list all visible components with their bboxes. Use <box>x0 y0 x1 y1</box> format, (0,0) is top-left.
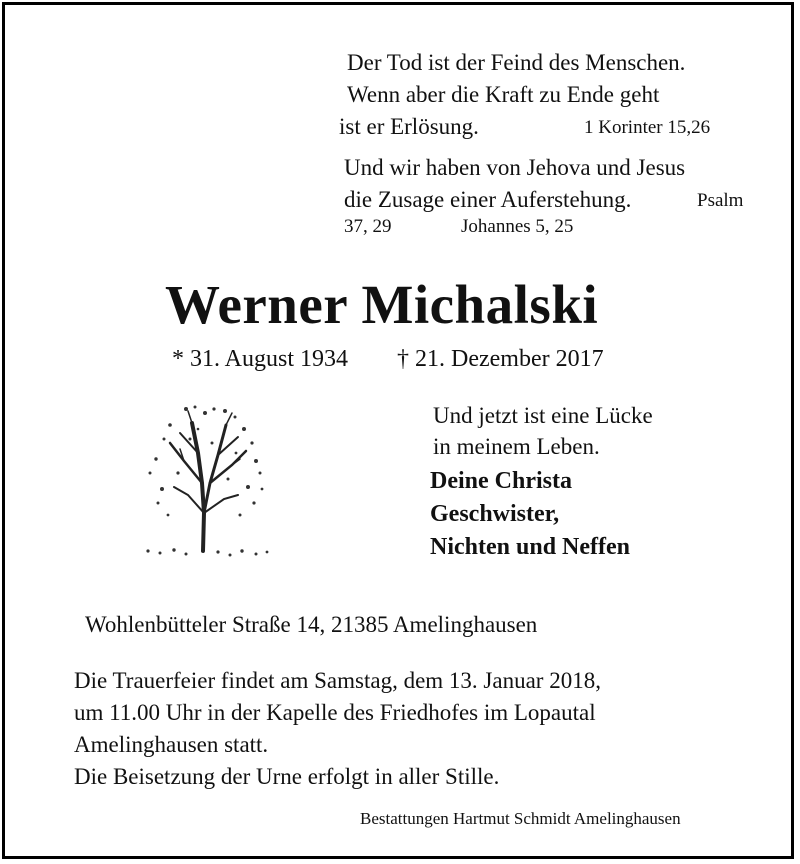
mourner-siblings: Geschwister, <box>430 501 560 527</box>
quote2-reference-psalm-number: 37, 29 <box>344 216 392 237</box>
undertaker: Bestattungen Hartmut Schmidt Amelinghausen <box>360 809 681 828</box>
quote2-line2: die Zusage einer Auferstehung. <box>344 187 632 212</box>
quote2-reference-psalm: Psalm <box>697 190 744 211</box>
quote2-reference-john: Johannes 5, 25 <box>461 216 574 237</box>
verse-line2: in meinem Leben. <box>433 434 600 459</box>
mourner-nieces-nephews: Nichten und Neffen <box>430 534 631 560</box>
quote2-line1: Und wir haben von Jehova und Jesus <box>344 155 686 180</box>
deceased-name: Werner Michalski <box>165 274 599 335</box>
quote1-reference: 1 Korinter 15,26 <box>584 117 711 138</box>
obituary-card <box>2 2 794 859</box>
ceremony-line3: Amelinghausen statt. <box>74 732 269 757</box>
verse-line1: Und jetzt ist eine Lücke <box>433 403 653 428</box>
tree-illustration-icon <box>140 403 275 563</box>
address: Wohlenbütteler Straße 14, 21385 Amelinghausen <box>85 612 538 637</box>
ceremony-line4: Die Beisetzung der Urne erfolgt in aller Stille. <box>74 764 500 789</box>
ceremony-line1: Die Trauerfeier findet am Samstag, dem 13. Januar 2018, <box>74 668 601 693</box>
mourner-christa: Deine Christa <box>430 468 572 494</box>
quote1-line2: Wenn aber die Kraft zu Ende geht <box>347 82 660 107</box>
quote1-line1: Der Tod ist der Feind des Menschen. <box>347 50 686 75</box>
birth-date: * 31. August 1934 <box>172 346 349 372</box>
death-date: † 21. Dezember 2017 <box>397 346 604 372</box>
ceremony-line2: um 11.00 Uhr in der Kapelle des Friedhofes im Lopautal <box>74 700 596 725</box>
quote1-line3: ist er Erlösung. <box>339 114 479 139</box>
